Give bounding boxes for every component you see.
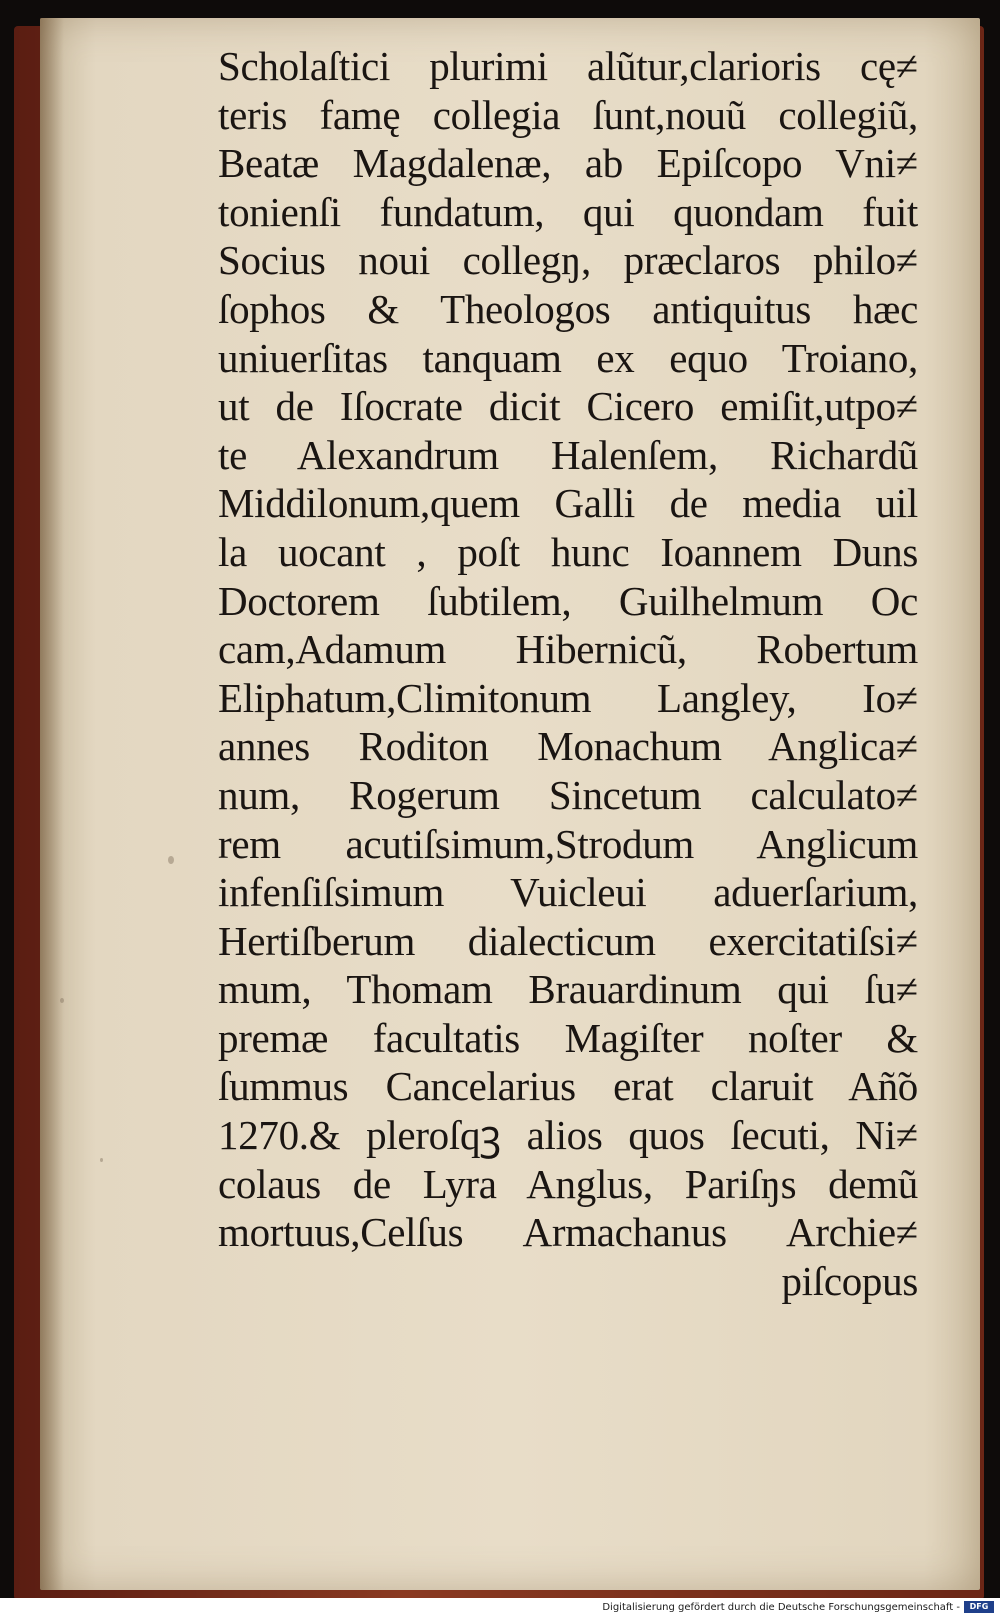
text-line: mortuus,Celſus Armachanus Archie≠ xyxy=(218,1209,918,1256)
digitization-footer xyxy=(0,1598,1000,1617)
text-line: Middilonum,quem Galli de media uil xyxy=(218,480,918,527)
text-line: Socius noui collegŋ, præclaros philo≠ xyxy=(218,237,918,284)
text-line: la uocant , poſt hunc Ioannem Duns xyxy=(218,528,918,575)
catchword: piſcopus xyxy=(781,1257,918,1304)
text-line: ut de Iſocrate dicit Cicero emiſit,utpo≠ xyxy=(218,383,918,430)
text-line: mum, Thomam Brauardinum qui ſu≠ xyxy=(218,966,918,1013)
text-line: tonienſi fundatum, qui quondam fuit xyxy=(218,188,918,235)
text-line: Hertiſberum dialecticum exercitatiſsi≠ xyxy=(218,917,918,964)
text-line: premæ facultatis Magiſter noſter & xyxy=(218,1014,918,1061)
text-line: ſophos & Theologos antiquitus hæc xyxy=(218,285,918,332)
text-line: ſummus Cancelarius erat claruit Añ̃o xyxy=(218,1063,918,1110)
text-line: Beatæ Magdalenæ, ab Epiſcopo Vni≠ xyxy=(218,140,918,187)
text-line: annes Roditon Monachum Anglica≠ xyxy=(218,723,918,770)
text-line: infenſiſsimum Vuicleui aduerſarium, xyxy=(218,869,918,916)
dfg-logo: DFG xyxy=(964,1601,994,1613)
text-line: cam,Adamum Hibernicũ, Robertum xyxy=(218,626,918,673)
paper-speck xyxy=(100,1158,103,1162)
text-line: rem acutiſsimum,Strodum Anglicum xyxy=(218,820,918,867)
text-line: te Alexandrum Halenſem, Richardũ xyxy=(218,431,918,478)
text-line: colaus de Lyra Anglus, Pariſŋs demũ xyxy=(218,1160,918,1207)
page-gutter-shadow xyxy=(40,18,64,1590)
text-line: num, Rogerum Sincetum calculato≠ xyxy=(218,771,918,818)
paper-speck xyxy=(60,998,64,1003)
text-line: uniuerſitas tanquam ex equo Troiano, xyxy=(218,334,918,381)
text-line: Eliphatum,Climitonum Langley, Io≠ xyxy=(218,674,918,721)
text-line: Scholaſtici plurimi alũtur,clarioris cę≠ xyxy=(218,43,918,89)
paper-speck xyxy=(168,856,174,864)
text-line: 1270.& pleroſqꝫ alios quos ſecuti, Ni≠ xyxy=(218,1112,918,1159)
page-text-block xyxy=(218,42,918,1305)
text-line: teris famę collegia ſunt,nouũ collegiũ, xyxy=(218,91,918,138)
text-line: Doctorem ſubtilem, Guilhelmum Oc xyxy=(218,577,918,624)
funding-credit-text: Digitalisierung gefördert durch die Deutsche Forschungsgemeinschaft - xyxy=(602,1602,960,1613)
